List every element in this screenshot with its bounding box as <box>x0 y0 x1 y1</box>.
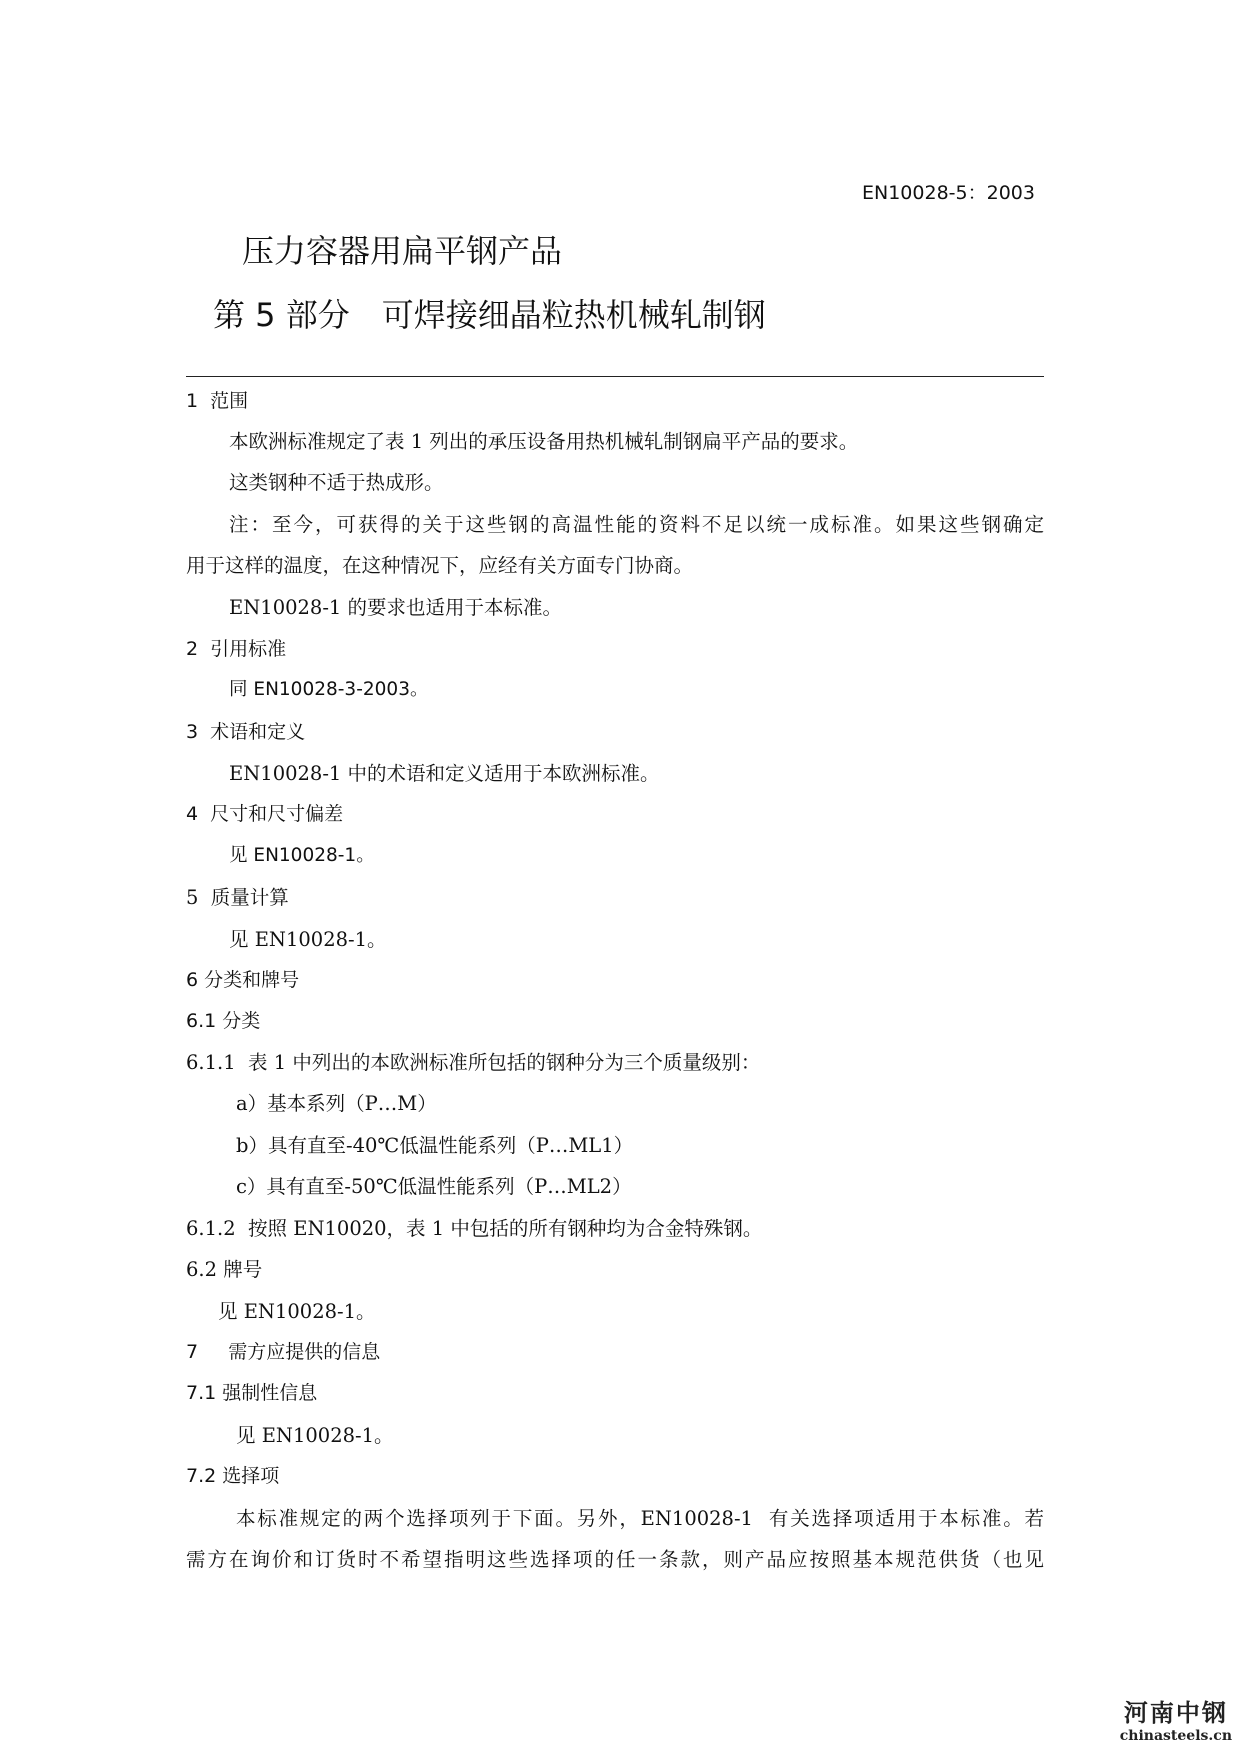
watermark-brand: 河南中钢 <box>1123 1699 1228 1727</box>
paragraph: EN10028-1 中的术语和定义适用于本欧洲标准。 <box>229 762 660 785</box>
standard-code: EN10028-5：2003 <box>862 182 1035 204</box>
paragraph: 这类钢种不适于热成形。 <box>229 471 444 494</box>
paragraph: 6.1.2 按照 EN10020，表 1 中包括的所有钢种均为合金特殊钢。 <box>186 1217 763 1240</box>
watermark <box>1120 1693 1232 1744</box>
subsection-heading-designation: 6.2 牌号 <box>186 1258 263 1281</box>
paragraph: 见 EN10028-1。 <box>229 928 387 951</box>
section-heading-information: 7 需方应提供的信息 <box>186 1341 381 1363</box>
paragraph: 本欧洲标准规定了表 1 列出的承压设备用热机械轧制钢扁平产品的要求。 <box>229 430 859 453</box>
subsection-heading-classification: 6.1 分类 <box>186 1010 261 1032</box>
paragraph: EN10028-1 的要求也适用于本标准。 <box>229 596 563 619</box>
note-paragraph: 注：至今，可获得的关于这些钢的高温性能的资料不足以统一成标准。如果这些钢确定 <box>229 513 1044 536</box>
document-title: 压力容器用扁平钢产品 <box>242 232 563 270</box>
paragraph: 见 EN10028-1。 <box>236 1424 394 1447</box>
document-subtitle: 第 5 部分 可焊接细晶粒热机械轧制钢 <box>213 296 766 334</box>
section-heading-terms: 3 术语和定义 <box>186 721 306 743</box>
section-heading-references: 2 引用标准 <box>186 638 287 660</box>
subsection-heading-mandatory: 7.1 强制性信息 <box>186 1382 318 1404</box>
watermark-url: chinasteels.cn <box>1119 1728 1232 1744</box>
subsection-heading-options: 7.2 选择项 <box>186 1465 280 1487</box>
section-heading-classification: 6 分类和牌号 <box>186 969 300 991</box>
paragraph: 6.1.1 表 1 中列出的本欧洲标准所包括的钢种分为三个质量级别： <box>186 1051 761 1074</box>
paragraph: 见 EN10028-1。 <box>229 845 375 866</box>
paragraph: 同 EN10028-3-2003。 <box>229 679 429 700</box>
section-heading-dimensions: 4 尺寸和尺寸偏差 <box>186 803 344 825</box>
paragraph: 本标准规定的两个选择项列于下面。另外，EN10028-1 有关选择项适用于本标准。若 <box>236 1507 1044 1530</box>
title-divider <box>186 376 1044 377</box>
paragraph: 见 EN10028-1。 <box>218 1300 376 1323</box>
section-heading-scope: 1 范围 <box>186 390 249 412</box>
paragraph-continued: 需方在询价和订货时不希望指明这些选择项的任一条款，则产品应按照基本规范供货（也见 <box>186 1548 1044 1571</box>
list-item: c）具有直至-50℃低温性能系列（P…ML2） <box>236 1175 632 1198</box>
list-item: b）具有直至-40℃低温性能系列（P…ML1） <box>236 1134 634 1157</box>
section-heading-mass: 5 质量计算 <box>186 886 289 909</box>
note-paragraph-continued: 用于这样的温度，在这种情况下，应经有关方面专门协商。 <box>186 554 694 577</box>
list-item: a）基本系列（P…M） <box>236 1092 437 1115</box>
